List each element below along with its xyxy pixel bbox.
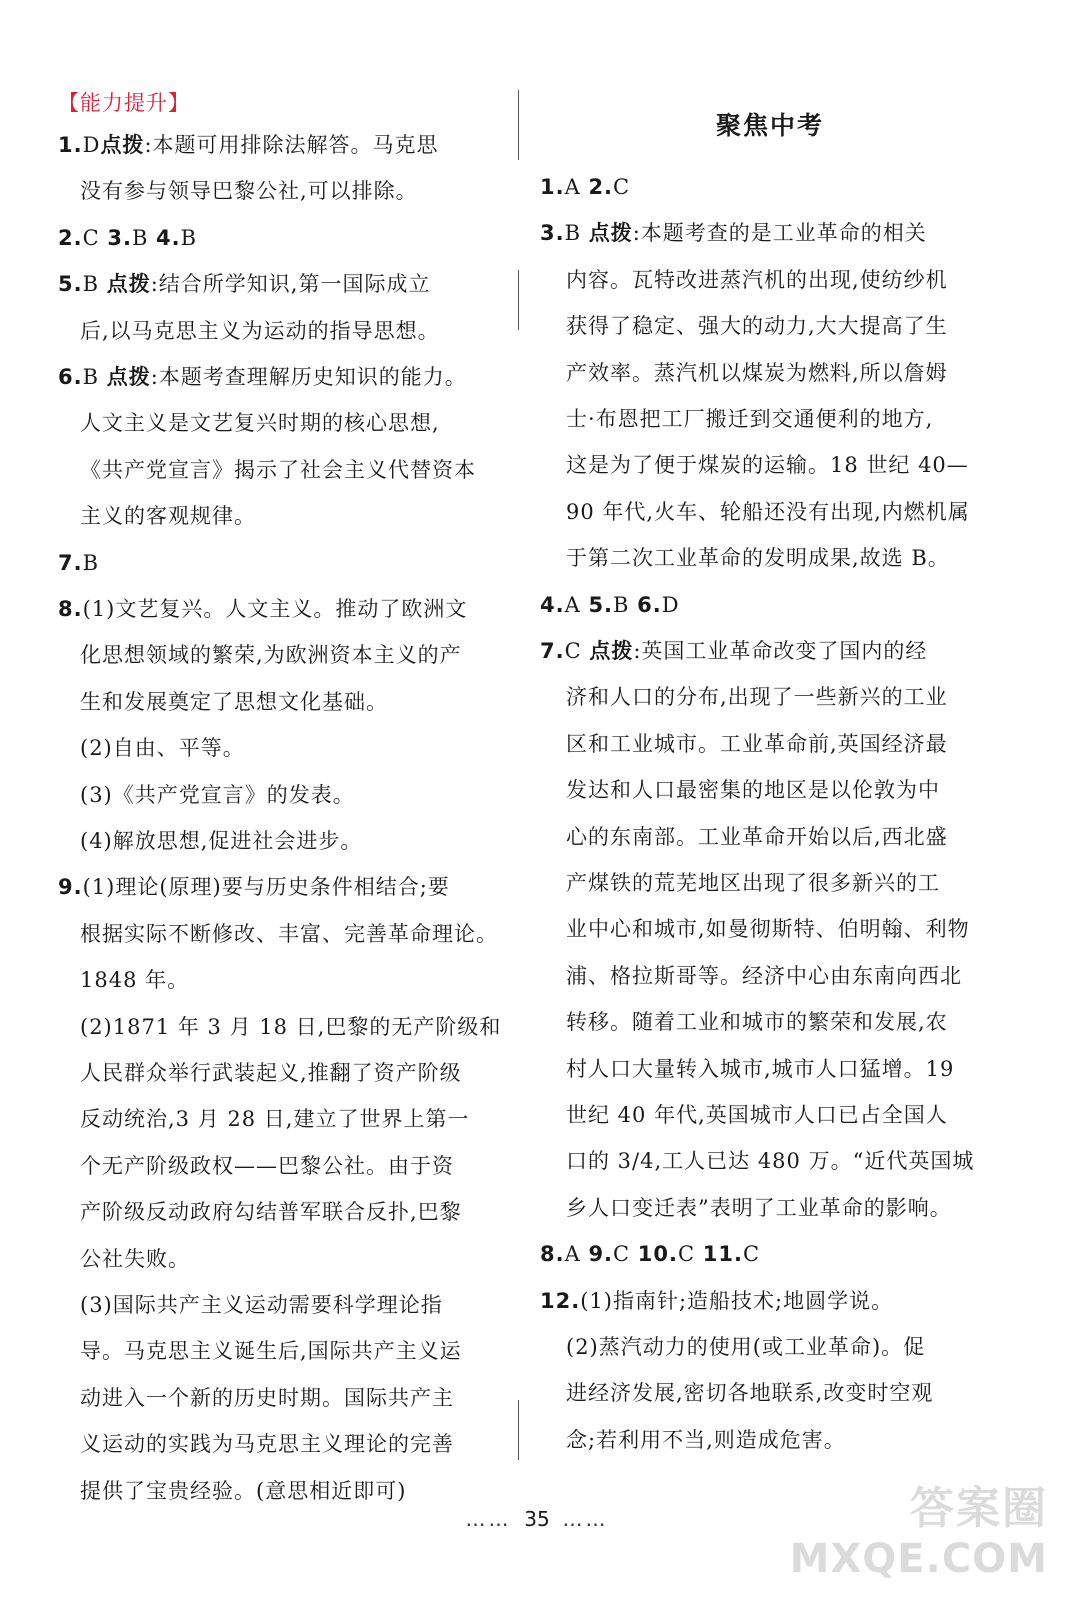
- answer-text: 转移。随着工业和城市的繁荣和发展,农: [566, 1010, 948, 1035]
- answer-text: 反动统治,3 月 28 日,建立了世界上第一: [80, 1107, 470, 1132]
- page-number: 35: [524, 1507, 550, 1531]
- answer-line: [566, 775, 940, 805]
- answer-line: [80, 176, 418, 206]
- answer-text: (3)国际共产主义运动需要科学理论指: [80, 1293, 443, 1317]
- answer-text: :本题可用排除法解答。马克思: [144, 133, 439, 157]
- answer-text: 主义的客观规律。: [80, 504, 256, 529]
- question-number: 7.: [58, 550, 83, 575]
- section-title: 聚焦中考: [715, 111, 824, 140]
- answer-line: [80, 1290, 443, 1320]
- answer-text: 产效率。蒸汽机以煤炭为燃料,所以詹姆: [566, 360, 948, 385]
- watermark-top: 答案圈: [910, 1483, 1048, 1534]
- question-number: 2.: [588, 175, 614, 199]
- answer-line: [540, 218, 927, 248]
- answer-choice: B: [180, 225, 198, 250]
- column-divider: [518, 1400, 519, 1460]
- answer-line: [566, 822, 948, 852]
- answer-text: 心的东南部。工业革命开始以后,西北盛: [566, 824, 948, 849]
- answer-line: [80, 640, 462, 670]
- question-number: 1.: [58, 133, 83, 157]
- answer-line: [566, 311, 948, 341]
- answer-text: 提供了宝贵经验。(意思相近即可): [80, 1478, 407, 1503]
- answer-line: [58, 362, 467, 392]
- answer-text: 发达和人口最密集的地区是以伦敦为中: [566, 778, 940, 803]
- answer-line: [80, 826, 362, 856]
- answer-choice: B: [82, 272, 107, 297]
- answer-text: 根据实际不断修改、丰富、完善革命理论。: [80, 921, 498, 946]
- answer-choice: C: [613, 175, 631, 199]
- answer-text: 《共产党宣言》揭示了社会主义代替资本: [80, 457, 476, 482]
- answer-choice: B: [82, 365, 107, 389]
- question-number: 4.: [540, 592, 565, 617]
- answer-text: 人文主义是文艺复兴时期的核心思想,: [80, 411, 440, 436]
- answer-text: 生和发展奠定了思想文化基础。: [80, 689, 388, 714]
- answer-line: [58, 594, 467, 624]
- answer-line: [80, 1336, 462, 1366]
- answer-text: 乡人口变迁表”表明了工业革命的影响。: [566, 1195, 952, 1220]
- answer-line: [80, 1429, 454, 1459]
- answer-text: (1)指南针;造船技术;地圆学说。: [580, 1288, 894, 1313]
- answer-line: [540, 172, 630, 202]
- answer-text: 这是为了便于煤炭的运输。18 世纪 40—: [566, 453, 969, 478]
- question-number: 4.: [156, 225, 181, 250]
- answer-choice: C: [677, 1242, 703, 1267]
- answer-text: :英国工业革命改变了国内的经: [633, 639, 928, 663]
- answer-text: 业中心和城市,如曼彻斯特、伯明翰、利物: [566, 917, 970, 942]
- answer-text: 化思想领域的繁荣,为欧洲资本主义的产: [80, 643, 462, 668]
- answer-line: [566, 914, 970, 944]
- question-number: 10.: [637, 1242, 678, 1267]
- answer-text: 没有参与领导巴黎公社,可以排除。: [80, 179, 418, 204]
- answer-choice: C: [613, 1242, 638, 1267]
- answer-text: 世纪 40 年代,英国城市人口已占全国人: [566, 1103, 948, 1127]
- question-number: 6.: [637, 592, 662, 617]
- footer-dots-right: ……: [562, 1507, 609, 1531]
- answer-line: [80, 1197, 462, 1227]
- watermark-logo: [789, 1472, 1048, 1582]
- answer-choice: C: [82, 225, 108, 250]
- answer-line: [566, 1378, 933, 1408]
- answer-line: [80, 733, 245, 763]
- answer-line: [540, 636, 927, 666]
- answer-text: 公社失败。: [80, 1246, 190, 1271]
- answer-line: [566, 1054, 954, 1084]
- question-number: 6.: [58, 365, 83, 389]
- answer-line: [80, 1151, 454, 1181]
- question-number: 8.: [58, 597, 83, 621]
- answer-text: 内容。瓦特改进蒸汽机的出现,使纺纱机: [566, 267, 948, 292]
- answer-line: [80, 1104, 469, 1134]
- question-number: 5.: [588, 592, 614, 617]
- answer-text: 区和工业城市。工业革命前,英国经济最: [566, 731, 948, 756]
- answer-choice: A: [564, 175, 589, 199]
- answer-line: [80, 1012, 501, 1042]
- question-number: 12.: [540, 1288, 581, 1313]
- answer-line: [80, 1058, 462, 1088]
- answer-text: 导。马克思主义诞生后,国际共产主义运: [80, 1339, 462, 1364]
- question-number: 9.: [588, 1242, 614, 1267]
- answer-text: :本题考查的是工业革命的相关: [632, 221, 927, 246]
- answer-text: 人民群众举行武装起义,推翻了资产阶级: [80, 1061, 462, 1085]
- answer-line: [566, 543, 950, 573]
- hint-label: 点拨: [106, 365, 151, 389]
- answer-text: 产阶级反动政府勾结普军联合反扑,巴黎: [80, 1200, 462, 1225]
- answer-choice: C: [564, 639, 590, 663]
- answer-choice: B: [82, 550, 100, 575]
- answer-text: (2)蒸汽动力的使用(或工业革命)。促: [566, 1335, 926, 1359]
- answer-line: [80, 501, 256, 531]
- answer-text: 念;若利用不当,则造成危害。: [566, 1427, 846, 1452]
- answer-choice: A: [564, 1242, 589, 1267]
- answer-line: [540, 1239, 760, 1269]
- section-tag: 【能力提升】: [58, 91, 190, 115]
- answer-text: :本题考查理解历史知识的能力。: [150, 365, 467, 389]
- answer-choice: D: [661, 592, 680, 617]
- hint-label: 点拨: [589, 639, 634, 663]
- answer-text: 产煤铁的荒芜地区出现了很多新兴的工: [566, 871, 940, 895]
- answer-choice: C: [742, 1242, 761, 1267]
- answer-text: 1848 年。: [80, 968, 190, 993]
- answer-line: [58, 548, 99, 578]
- answer-line: [566, 358, 948, 388]
- answer-text: 后,以马克思主义为运动的指导思想。: [80, 318, 440, 343]
- answer-text: 进经济发展,密切各地联系,改变时空观: [566, 1381, 934, 1406]
- answer-line: [566, 1193, 952, 1223]
- answer-choice: A: [564, 592, 589, 617]
- column-divider: [518, 270, 519, 330]
- answer-line: [540, 1286, 893, 1316]
- question-number: 8.: [540, 1242, 565, 1267]
- hint-label: 点拨: [588, 221, 633, 246]
- question-number: 3.: [540, 221, 565, 246]
- answer-line: [58, 269, 430, 299]
- answer-text: 个无产阶级政权——巴黎公社。由于资: [80, 1153, 454, 1178]
- answer-line: [566, 1146, 974, 1176]
- question-number: 2.: [58, 225, 83, 250]
- answer-text: :结合所学知识,第一国际成立: [150, 272, 431, 297]
- answer-line: [80, 316, 440, 346]
- answer-line: [566, 497, 970, 527]
- hint-label: 点拨: [106, 272, 151, 297]
- answer-text: 动进入一个新的历史时期。国际共产主: [80, 1385, 454, 1410]
- answer-text: 口的 3/4,工人已达 480 万。“近代英国城: [566, 1149, 975, 1174]
- answer-line: [566, 1425, 846, 1455]
- watermark-bottom: MXQE.COM: [789, 1536, 1048, 1582]
- column-divider: [518, 90, 519, 160]
- answer-line: [80, 919, 498, 949]
- question-number: 3.: [107, 225, 132, 250]
- answer-text: (2)自由、平等。: [80, 736, 245, 761]
- answer-choice: B: [564, 221, 589, 246]
- answer-text: 于第二次工业革命的发明成果,故选 B。: [566, 546, 950, 571]
- answer-line: [58, 223, 197, 253]
- answer-line: [566, 729, 948, 759]
- answer-text: (1)理论(原理)要与历史条件相结合;要: [82, 875, 450, 900]
- answer-line: [566, 404, 933, 434]
- question-number: 9.: [58, 875, 83, 900]
- hint-label: 点拨: [100, 133, 145, 157]
- answer-text: 士·布恩把工厂搬迁到交通便利的地方,: [566, 407, 934, 431]
- answer-text: (3)《共产党宣言》的发表。: [80, 782, 355, 807]
- answer-line: [80, 1476, 406, 1506]
- answer-line: [566, 1332, 925, 1362]
- answer-line: [80, 687, 388, 717]
- answer-line: [566, 450, 969, 480]
- answer-line: [80, 1244, 190, 1274]
- answer-choice: D: [82, 133, 101, 157]
- answer-line: [566, 1007, 948, 1037]
- answer-text: (2)1871 年 3 月 18 日,巴黎的无产阶级和: [80, 1014, 502, 1039]
- answer-text: 村人口大量转入城市,城市人口猛增。19: [566, 1056, 955, 1081]
- answer-choice: B: [131, 225, 157, 250]
- question-number: 7.: [540, 639, 565, 663]
- answer-text: (4)解放思想,促进社会进步。: [80, 829, 363, 853]
- answer-line: [80, 965, 189, 995]
- answer-line: [58, 130, 439, 160]
- answer-line: [566, 265, 948, 295]
- answer-line: [58, 872, 450, 902]
- answer-line: [80, 780, 355, 810]
- answer-line: [80, 455, 476, 485]
- answer-text: 90 年代,火车、轮船还没有出现,内燃机属: [566, 499, 970, 524]
- question-number: 5.: [58, 272, 83, 297]
- answer-text: 义运动的实践为马克思主义理论的完善: [80, 1432, 454, 1457]
- answer-line: [566, 961, 962, 991]
- footer-dots-left: ……: [465, 1507, 512, 1531]
- answer-line: [80, 408, 440, 438]
- answer-line: [540, 590, 680, 620]
- answer-line: [566, 868, 940, 898]
- answer-line: [566, 682, 948, 712]
- answer-line: [80, 1383, 454, 1413]
- answer-text: 济和人口的分布,出现了一些新兴的工业: [566, 685, 948, 710]
- question-number: 1.: [540, 175, 565, 199]
- answer-text: (1)文艺复兴。人文主义。推动了欧洲文: [82, 597, 468, 621]
- answer-line: [566, 1100, 948, 1130]
- question-number: 11.: [702, 1242, 743, 1267]
- answer-choice: B: [613, 592, 638, 617]
- answer-text: 获得了稳定、强大的动力,大大提高了生: [566, 314, 948, 339]
- answer-text: 浦、格拉斯哥等。经济中心由东南向西北: [566, 963, 962, 988]
